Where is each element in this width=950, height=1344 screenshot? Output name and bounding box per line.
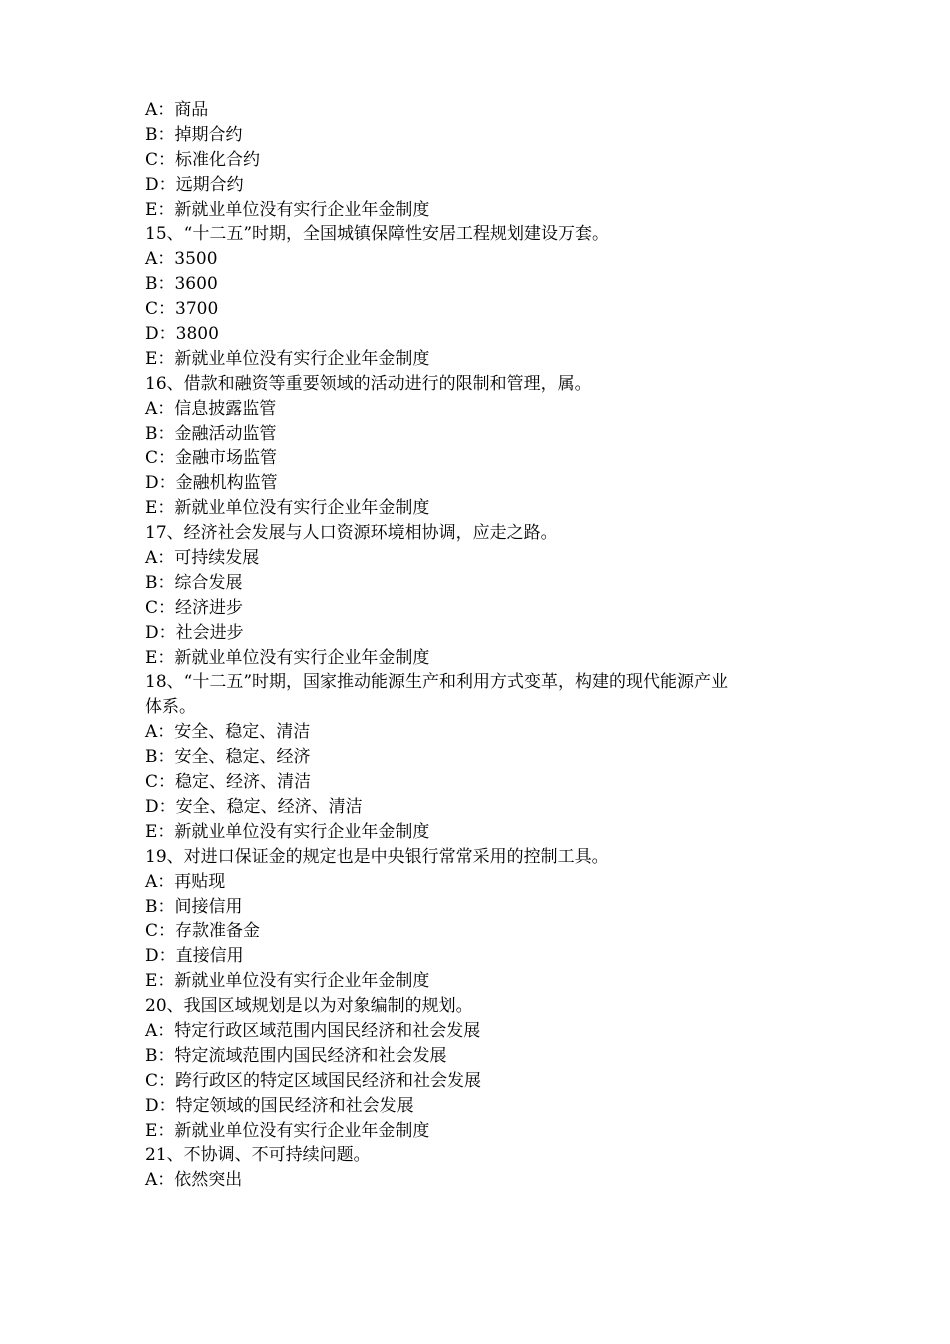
option-d: D：远期合约 (145, 174, 244, 195)
option-c: C：3700 (145, 299, 219, 320)
option-c: C：稳定、经济、清洁 (145, 772, 312, 793)
option-d: D：安全、稳定、经济、清洁 (145, 796, 363, 817)
option-c: C：跨行政区的特定区域国民经济和社会发展 (145, 1070, 482, 1091)
option-d: D：直接信用 (145, 946, 244, 967)
option-b: B：掉期合约 (145, 124, 243, 145)
option-e: E：新就业单位没有实行企业年金制度 (145, 821, 430, 842)
option-b: B：间接信用 (145, 896, 243, 917)
option-d: D：社会进步 (145, 622, 244, 643)
option-b: B：特定流域范围内国民经济和社会发展 (145, 1045, 447, 1066)
option-b: B：金融活动监管 (145, 423, 277, 444)
option-a: A：可持续发展 (145, 548, 260, 569)
option-a: A：再贴现 (145, 871, 226, 892)
option-d: D：金融机构监管 (145, 473, 278, 494)
question-16: 16、借款和融资等重要领域的活动进行的限制和管理，属。 (145, 373, 592, 394)
option-a: A：特定行政区域范围内国民经济和社会发展 (145, 1020, 481, 1041)
question-15: 15、“十二五”时期，全国城镇保障性安居工程规划建设万套。 (145, 224, 610, 245)
option-c: C：经济进步 (145, 597, 244, 618)
question-20: 20、我国区域规划是以为对象编制的规划。 (145, 996, 473, 1017)
option-e: E：新就业单位没有实行企业年金制度 (145, 647, 430, 668)
option-b: B：安全、稳定、经济 (145, 747, 311, 768)
option-c: C：金融市场监管 (145, 448, 278, 469)
option-c: C：标准化合约 (145, 149, 261, 170)
question-19: 19、对进口保证金的规定也是中央银行常常采用的控制工具。 (145, 846, 609, 867)
question-18: 18、“十二五”时期，国家推动能源生产和利用方式变革，构建的现代能源产业 (145, 672, 729, 693)
option-b: B：3600 (145, 274, 218, 295)
option-e: E：新就业单位没有实行企业年金制度 (145, 498, 430, 519)
option-e: E：新就业单位没有实行企业年金制度 (145, 199, 430, 220)
option-c: C：存款准备金 (145, 921, 261, 942)
option-a: A：3500 (145, 249, 218, 270)
question-21: 21、不协调、不可持续问题。 (145, 1145, 371, 1166)
option-a: A：安全、稳定、清洁 (145, 722, 311, 743)
option-e: E：新就业单位没有实行企业年金制度 (145, 348, 430, 369)
option-e: E：新就业单位没有实行企业年金制度 (145, 1120, 430, 1141)
option-a: A：商品 (145, 100, 209, 120)
option-a: A：依然突出 (145, 1170, 243, 1191)
option-b: B：综合发展 (145, 572, 243, 593)
document-page (145, 98, 825, 1193)
question-17: 17、经济社会发展与人口资源环境相协调，应走之路。 (145, 523, 558, 544)
option-a: A：信息披露监管 (145, 398, 277, 419)
option-d: D：3800 (145, 324, 219, 345)
question-18-continued: 体系。 (145, 697, 196, 718)
option-d: D：特定领域的国民经济和社会发展 (145, 1095, 414, 1116)
option-e: E：新就业单位没有实行企业年金制度 (145, 971, 430, 992)
